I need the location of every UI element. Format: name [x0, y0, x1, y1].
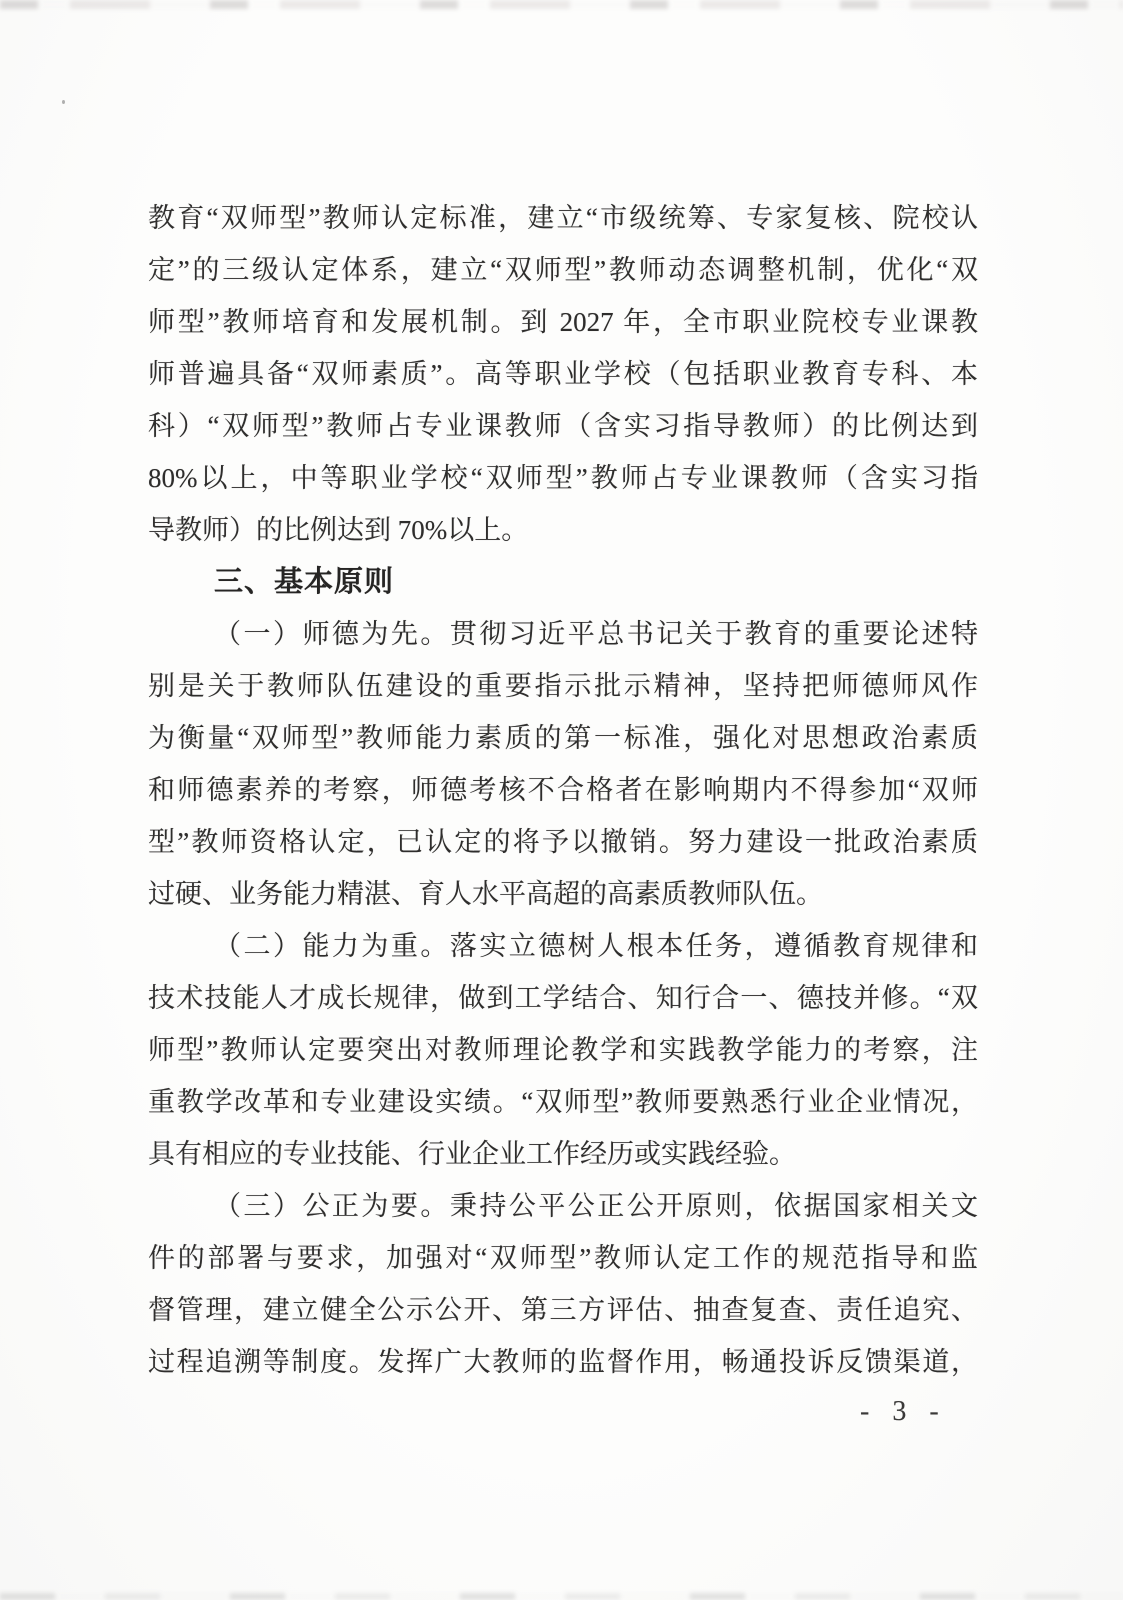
text-line: 技术技能人才成长规律，做到工学结合、知行合一、德技并修。“双 [148, 983, 978, 1013]
document-body [148, 192, 978, 1388]
text-line: 件的部署与要求，加强对“双师型”教师认定工作的规范指导和监 [148, 1243, 978, 1273]
text-line: 具有相应的专业技能、行业企业工作经历或实践经验。 [148, 1139, 796, 1169]
text-line: 定”的三级认定体系，建立“双师型”教师动态调整机制，优化“双 [148, 255, 978, 285]
text-line: 科）“双师型”教师占专业课教师（含实习指导教师）的比例达到 [148, 411, 978, 441]
text-line: 师型”教师认定要突出对教师理论教学和实践教学能力的考察，注 [148, 1035, 978, 1065]
text-line: 师普遍具备“双师素质”。高等职业学校（包括职业教育专科、本 [148, 359, 978, 389]
text-line: （二）能力为重。落实立德树人根本任务，遵循教育规律和 [214, 931, 978, 961]
text-line: （一）师德为先。贯彻习近平总书记关于教育的重要论述特 [214, 619, 978, 649]
text-line: 导教师）的比例达到 70%以上。 [148, 515, 529, 545]
text-line: 重教学改革和专业建设实绩。“双师型”教师要熟悉行业企业情况， [148, 1087, 978, 1117]
text-line: 师型”教师培育和发展机制。到 2027 年，全市职业院校专业课教 [148, 307, 978, 337]
scan-artifact-bottom [0, 1593, 1123, 1600]
text-line: 别是关于教师队伍建设的重要指示批示精神，坚持把师德师风作 [148, 671, 978, 701]
text-line: 教育“双师型”教师认定标准，建立“市级统筹、专家复核、院校认 [148, 203, 978, 233]
text-line: 过程追溯等制度。发挥广大教师的监督作用，畅通投诉反馈渠道， [148, 1347, 978, 1377]
text-line: （三）公正为要。秉持公平公正公开原则，依据国家相关文 [214, 1191, 978, 1221]
scan-speck [62, 100, 65, 104]
page-number: - 3 - [860, 1396, 947, 1427]
text-line: 督管理，建立健全公示公开、第三方评估、抽查复查、责任追究、 [148, 1295, 978, 1325]
text-line: 和师德素养的考察，师德考核不合格者在影响期内不得参加“双师 [148, 775, 978, 805]
scan-artifact-top [0, 0, 1123, 9]
text-line: 80%以上，中等职业学校“双师型”教师占专业课教师（含实习指 [148, 463, 978, 493]
text-line: 型”教师资格认定，已认定的将予以撤销。努力建设一批政治素质 [148, 827, 978, 857]
section-heading: 三、基本原则 [214, 566, 395, 598]
text-line: 过硬、业务能力精湛、育人水平高超的高素质教师队伍。 [148, 879, 823, 909]
text-line: 为衡量“双师型”教师能力素质的第一标准，强化对思想政治素质 [148, 723, 978, 753]
